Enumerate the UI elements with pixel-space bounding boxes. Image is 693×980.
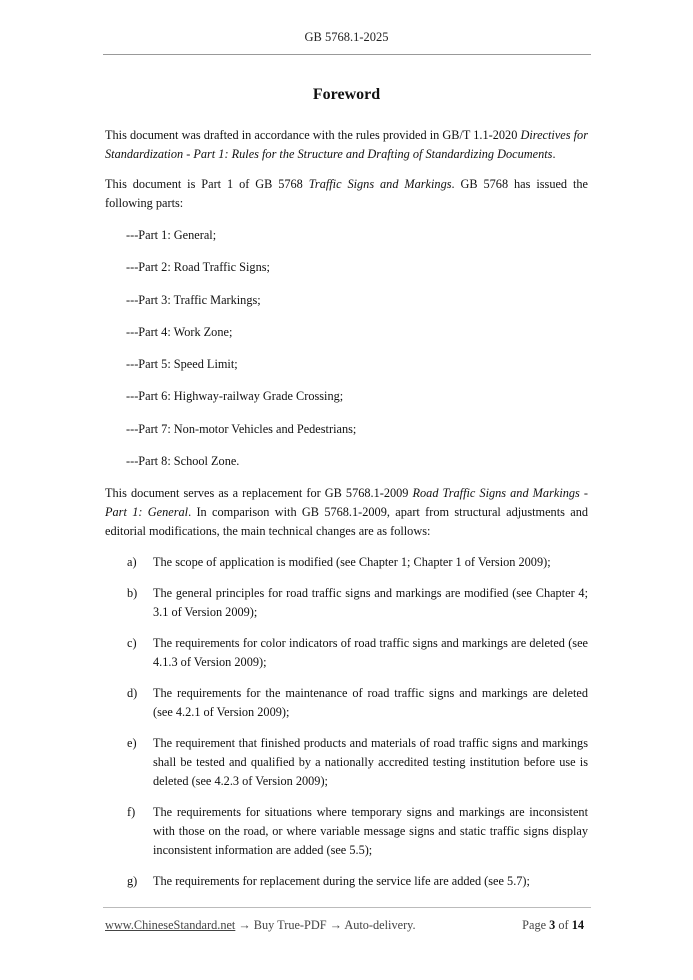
footer-divider [103,907,591,908]
part-list-item: ---Part 8: School Zone. [126,454,240,469]
change-list-item [127,803,588,860]
part-list-item: ---Part 7: Non-motor Vehicles and Pedestrians; [126,421,357,436]
paragraph-text: . GB 5768 has issued the following parts: [105,177,589,210]
list-label: c) [127,636,137,651]
paragraph-text: This document serves as a replacement for GB 5768.1-2009 [105,486,413,501]
paragraph-text: This document is Part 1 of GB 5768 [105,177,309,191]
part-list-item: ---Part 2: Road Traffic Signs; [126,260,270,275]
change-list-item [127,734,588,791]
part-list-item: ---Part 3: Traffic Markings; [126,292,261,307]
list-text: The requirements for situations where temporary signs and markings are inconsistent with those on the road, or where variable message signs and static traffic signs display inconsistent information are added (see 5.5); [153,805,588,858]
list-text: The requirements for color indicators of road traffic signs and markings are deleted (see 4.1.3 of Version 2009); [153,636,588,670]
paragraph-text: . [552,147,556,161]
total-pages: 14 [571,918,584,932]
cited-title: Road Traffic Signs and Markings - Part 1: General [105,486,588,520]
of-word: of [555,918,572,932]
paragraph-text: This document was drafted in accordance with the rules provided in GB/T 1.1-2020 [105,128,521,142]
paragraph-parts-intro [105,175,588,213]
paragraph-text: . In comparison with GB 5768.1-2009, apart from structural adjustments and editorial modifications, the main technical changes are as follows: [105,505,588,539]
part-list-item: ---Part 4: Work Zone; [126,324,233,339]
list-label: e) [127,736,137,751]
list-label: d) [127,686,138,701]
list-text: The general principles for road traffic signs and markings are modified (see Chapter 4; 3.1 of Version 2009); [153,586,588,620]
page-title: Foreword [312,86,381,103]
page-word: Page [522,918,550,932]
current-page: 3 [549,918,556,932]
cited-title: Traffic Signs and Markings [308,177,452,191]
change-list-item [127,634,588,672]
change-list-item [127,553,588,572]
list-label: g) [127,874,138,889]
part-list-item: ---Part 5: Speed Limit; [126,357,238,372]
header-divider [103,54,591,55]
list-label: b) [127,586,138,601]
list-text: The requirements for replacement during the service life are added (see 5.7); [153,874,530,889]
part-list-item: ---Part 1: General; [126,228,217,242]
cited-title: Directives for Standardization - Part 1: Rules for the Structure and Drafting of Standardizing Documents [105,128,588,161]
list-text: The scope of application is modified (see Chapter 1; Chapter 1 of Version 2009); [153,555,551,570]
paragraph-replacement [105,484,588,541]
change-list-item [127,584,588,622]
list-text: The requirement that finished products and materials of road traffic signs and markings shall be tested and qualified by a nationally accredited testing institution before use is deleted (see 4.2.3 of Version 2009); [153,736,588,789]
change-list-item [127,684,588,722]
list-label: a) [127,555,137,570]
change-list-item [127,872,588,891]
list-label: f) [127,805,136,820]
document-body [105,126,588,903]
site-link[interactable]: www.ChineseStandard.net [105,918,236,932]
part-list-item: ---Part 6: Highway-railway Grade Crossing; [126,389,344,404]
list-text: The requirements for the maintenance of road traffic signs and markings are deleted (see 4.2.1 of Version 2009); [153,686,588,720]
page-number [522,918,584,933]
paragraph-drafting-rules [105,126,588,164]
footer-promo [105,918,416,933]
running-header: GB 5768.1-2025 [304,30,389,44]
promo-text: → Buy True-PDF → Auto-delivery. [235,918,416,932]
